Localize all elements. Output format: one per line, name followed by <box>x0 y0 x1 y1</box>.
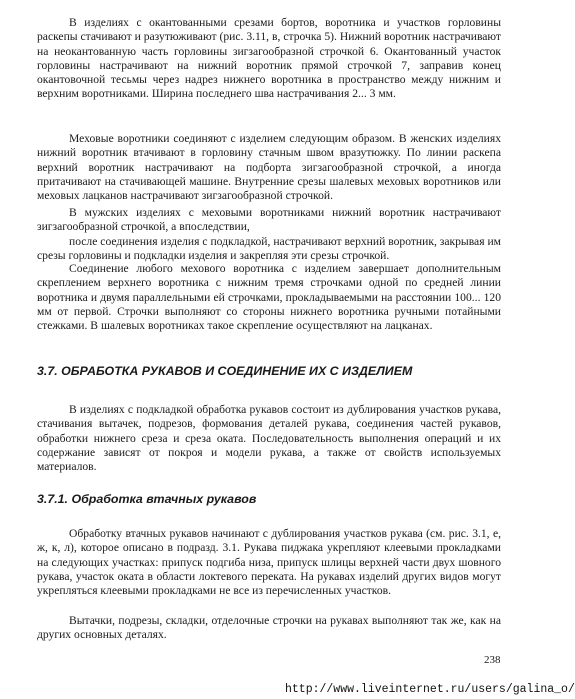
paragraph-after-lining: после соединения изделия с подкладкой, настрачивают верхний воротник, закрывая им срезы горловины и подкладки изделия и закрепляя эти срезы строчкой. <box>37 235 501 263</box>
paragraph-edging: В изделиях с окантованными срезами бортов, воротника и участков горловины раскепы стачивают и разутюживают (рис. 3.11, в, строчка 5). Нижний воротник настрачивают на неокантованную часть горловины зигзагообразной строчкой 6. Окантованный участок горловины настрачивают на нижний воротник прямой строчкой 7, заправив конец окантовочной тесьмы через надрез нижнего воротника в пространство между нижним и верхним воротниками. Ширина последнего шва настрачивания 2... 3 мм. <box>37 16 501 101</box>
paragraph-darts: Вытачки, подрезы, складки, отделочные строчки на рукавах выполняют так же, как на других основных деталях. <box>37 614 501 642</box>
page-number: 238 <box>484 654 501 666</box>
paragraph-mens-collars: В мужских изделиях с меховыми воротниками нижний воротник настрачивают зигзагообразной строчкой, а впоследствии, <box>37 206 501 234</box>
paragraph-fur-collars: Меховые воротники соединяют с изделием следующим образом. В женских изделиях нижний воротник втачивают в горловину стачным швом вразутюжку. По линии раскепа верхний воротник настрачивают на подборта зигзагообразной строчкой, а иногда притачивают на стачивающей машине. Внутренние срезы шалевых меховых воротников или меховых лацканов настрачивают зигзагообразной строчкой. <box>37 132 501 203</box>
paragraph-collar-joining: Соединение любого мехового воротника с изделием завершает дополнительным скреплением верхнего воротника с нижним тремя строчками одной по средней линии воротника и двумя параллельными ей строчками, прокладываемыми на расстоянии 100... 120 мм от первой. Строчки выполняют со стороны нижнего воротника ручными потайными стежками. В шалевых воротниках такое скрепление осуществляют на лацканах. <box>37 262 501 333</box>
watermark-url: http://www.liveinternet.ru/users/galina_o/ <box>285 683 575 696</box>
paragraph-set-in-sleeves: Обработку втачных рукавов начинают с дублирования участков рукава (см. рис. 3.1, е, ж, к, л), которое описано в подразд. 3.1. Рукава пиджака укрепляют клеевыми прокладками на следующих участках: припуск подгиба низа, припуск шлицы верхней части двух шовного рукава, участок оката в области локтевого переката. На рукавах изделий других видов могут укрепляться клеевыми прокладками не все из перечисленных участков. <box>37 527 501 598</box>
section-heading: 3.7. ОБРАБОТКА РУКАВОВ И СОЕДИНЕНИЕ ИХ С ИЗДЕЛИЕМ <box>37 364 413 378</box>
paragraph-sleeve-processing: В изделиях с подкладкой обработка рукавов состоит из дублирования участков рукава, стачивания вытачек, подрезов, формования деталей рукава, соединения частей рукавов, обработки нижнего среза и среза оката. Последовательность выполнения операций и их содержание зависят от покроя и модели рукава, а также от свойств используемых материалов. <box>37 403 501 474</box>
subsection-heading: 3.7.1. Обработка втачных рукавов <box>37 492 257 506</box>
